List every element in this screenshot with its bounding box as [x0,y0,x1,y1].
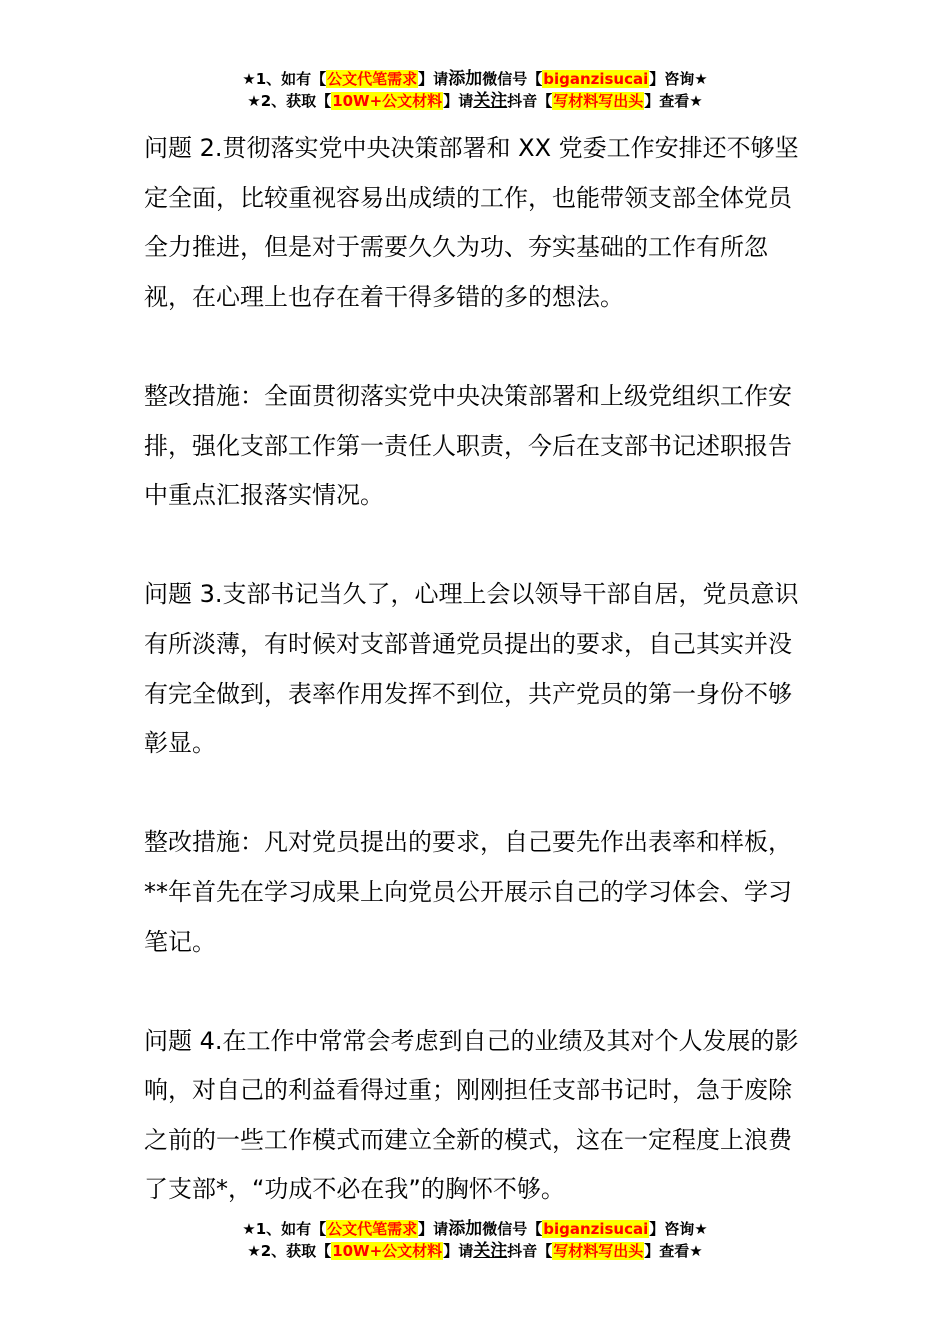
paragraph-issue-2: 问题 2.贯彻落实党中央决策部署和 XX 党委工作安排还不够坚定全面，比较重视容易出成绩的工作，也能带领支部全体党员全力推进，但是对于需要久久为功、夯实基础的工作有所忽视，在心理上也存在着干得多错的多的想法。 [144,134,799,311]
paragraph-issue-3: 问题 3.支部书记当久了，心理上会以领导干部自居，党员意识有所淡薄，有时候对支部普通党员提出的要求，自己其实并没有完全做到，表率作用发挥不到位，共产党员的第一身份不够彰显。 [144,580,799,758]
highlight-materials: 10W+公文材料 [332,1242,443,1260]
paragraph-measure-3: 整改措施：凡对党员提出的要求，自己要先作出表率和样板，**年首先在学习成果上向党员公开展示自己的学习体会、学习笔记。 [144,828,792,956]
paragraph-measure-2: 整改措施：全面贯彻落实党中央决策部署和上级党组织工作安排，强化支部工作第一责任人职责，今后在支部书记述职报告中重点汇报落实情况。 [144,381,792,510]
highlight-service: 公文代笔需求 [327,70,418,88]
banner-line-1: ★1、如有【公文代笔需求】请添加微信号【biganzisucai】咨询★ [242,1219,708,1239]
bottom-banner [0,1218,950,1262]
document-body [144,124,812,1215]
highlight-douyin: 写材料写出头 [553,92,644,110]
banner-line-2: ★2、获取【10W+公文材料】请关注抖音【写材料写出头】查看★ [247,91,703,111]
highlight-wechat-id: biganzisucai [543,1220,649,1238]
highlight-service: 公文代笔需求 [327,1220,418,1238]
banner-line-2: ★2、获取【10W+公文材料】请关注抖音【写材料写出头】查看★ [247,1241,703,1261]
paragraph-issue-4: 问题 4.在工作中常常会考虑到自己的业绩及其对个人发展的影响，对自己的利益看得过重；刚刚担任支部书记时，急于废除之前的一些工作模式而建立全新的模式，这在一定程度上浪费了支部*，“功成不必在我”的胸怀不够。 [144,1026,799,1204]
highlight-douyin: 写材料写出头 [553,1242,644,1260]
banner-line-1: ★1、如有【公文代笔需求】请添加微信号【biganzisucai】咨询★ [242,69,708,89]
highlight-materials: 10W+公文材料 [332,92,443,110]
highlight-wechat-id: biganzisucai [543,70,649,88]
top-banner [0,68,950,112]
